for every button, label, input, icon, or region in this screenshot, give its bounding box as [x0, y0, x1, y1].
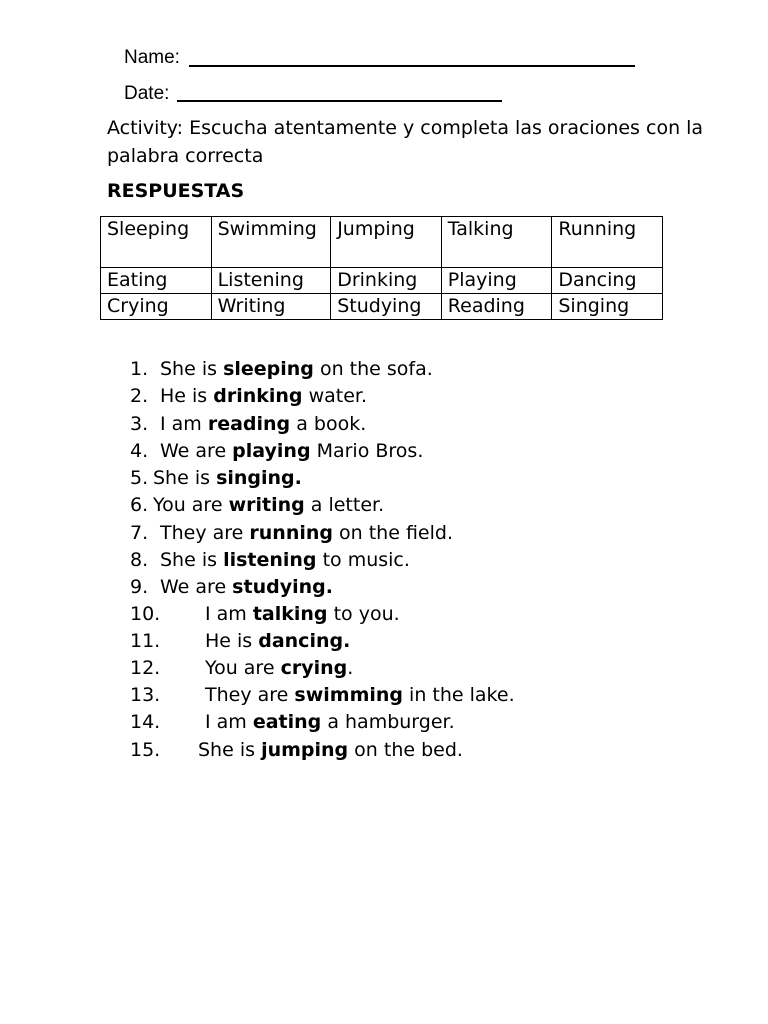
- table-cell: Playing: [441, 268, 552, 294]
- answer-word: swimming: [294, 684, 404, 706]
- table-cell: Drinking: [331, 268, 442, 294]
- name-label: Name:: [124, 47, 180, 68]
- word-bank-table: [100, 216, 663, 320]
- table-cell: Running: [552, 217, 663, 268]
- sentence-number: 11.: [130, 630, 161, 652]
- answer-word: crying: [280, 657, 348, 679]
- table-row: [101, 294, 663, 320]
- sentence-text: I am talking to you.: [205, 603, 400, 625]
- sentence-number: 13.: [130, 684, 161, 706]
- answer-word: reading: [207, 413, 291, 435]
- answer-word: singing.: [216, 467, 302, 489]
- sentence-number: 2.: [130, 385, 149, 407]
- sentence-text: They are swimming in the lake.: [205, 684, 515, 706]
- sentence-text: You are writing a letter.: [153, 494, 385, 516]
- table-cell: Listening: [211, 268, 331, 294]
- table-cell: Singing: [552, 294, 663, 320]
- table-cell: Sleeping: [101, 217, 212, 268]
- sentence-text: You are crying.: [205, 657, 354, 679]
- sentence-text: He is drinking water.: [160, 385, 367, 407]
- sentence-number: 15.: [130, 739, 161, 761]
- sentence-text: We are playing Mario Bros.: [160, 440, 424, 462]
- date-label: Date:: [124, 83, 170, 104]
- answer-word: drinking: [213, 385, 303, 407]
- sentence-text: She is jumping on the bed.: [198, 739, 463, 761]
- activity-instructions: Activity: Escucha atentamente y completa las oraciones con la palabra correcta: [107, 117, 704, 167]
- answer-word: jumping: [261, 739, 349, 761]
- table-row: [101, 268, 663, 294]
- sentence-text: I am eating a hamburger.: [205, 711, 455, 733]
- sentence-text: She is singing.: [153, 467, 302, 489]
- table-cell: Reading: [441, 294, 552, 320]
- table-cell: Eating: [101, 268, 212, 294]
- sentence-number: 9.: [130, 576, 149, 598]
- sentence-text: I am reading a book.: [160, 413, 367, 435]
- sentence-number: 10.: [130, 603, 161, 625]
- date-field-line[interactable]: [177, 100, 502, 102]
- sentence-number: 5.: [130, 467, 149, 489]
- name-field-line[interactable]: [189, 65, 635, 67]
- answer-word: running: [249, 522, 333, 544]
- answer-word: studying.: [232, 576, 333, 598]
- sentence-text: She is listening to music.: [160, 549, 410, 571]
- table-cell: Swimming: [211, 217, 331, 268]
- sentence-text: She is sleeping on the sofa.: [160, 358, 433, 380]
- table-cell: Crying: [101, 294, 212, 320]
- sentence-number: 6.: [130, 494, 149, 516]
- sentence-number: 8.: [130, 549, 149, 571]
- sentence-number: 7.: [130, 522, 149, 544]
- sentence-text: They are running on the field.: [160, 522, 453, 544]
- sentence-number: 14.: [130, 711, 161, 733]
- table-cell: Studying: [331, 294, 442, 320]
- table-cell: Dancing: [552, 268, 663, 294]
- answer-word: writing: [228, 494, 305, 516]
- table-cell: Writing: [211, 294, 331, 320]
- answer-word: talking: [252, 603, 328, 625]
- sentence-number: 4.: [130, 440, 149, 462]
- sentence-text: We are studying.: [160, 576, 333, 598]
- answer-word: sleeping: [223, 358, 314, 380]
- sentence-number: 12.: [130, 657, 161, 679]
- answers-heading: RESPUESTAS: [107, 180, 245, 202]
- table-row: [101, 217, 663, 268]
- answer-word: listening: [223, 549, 317, 571]
- answer-word: playing: [232, 440, 311, 462]
- sentence-text: He is dancing.: [205, 630, 351, 652]
- sentence-number: 1.: [130, 358, 149, 380]
- answer-word: eating: [252, 711, 322, 733]
- table-cell: Jumping: [331, 217, 442, 268]
- table-cell: Talking: [441, 217, 552, 268]
- sentence-number: 3.: [130, 413, 149, 435]
- answer-word: dancing.: [258, 630, 351, 652]
